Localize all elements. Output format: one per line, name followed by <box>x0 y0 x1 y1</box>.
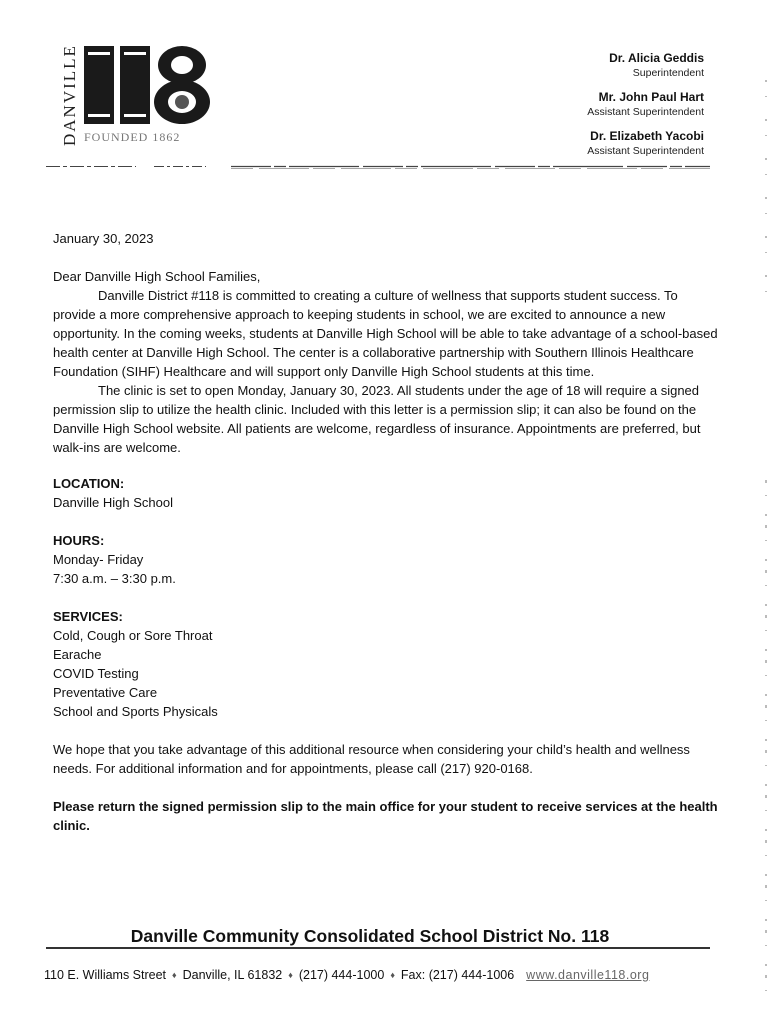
staff-assistant-superintendent-2 <box>587 129 704 157</box>
staff-title: Superintendent <box>632 67 704 79</box>
location-value: Danville High School <box>53 495 173 510</box>
district-logo <box>82 44 212 126</box>
staff-assistant-superintendent-1 <box>587 90 704 118</box>
staff-title: Assistant Superintendent <box>587 145 704 157</box>
staff-title: Assistant Superintendent <box>587 106 704 118</box>
letter-date: January 30, 2023 <box>53 231 154 246</box>
hours-label: HOURS: <box>53 533 105 548</box>
header-divider <box>46 165 710 170</box>
services-label: SERVICES: <box>53 609 123 624</box>
service-item: Preventative Care <box>53 685 158 700</box>
letter-paragraph-1: Danville District #118 is committed to creating a culture of wellness that supports student success. To provide a more comprehensive approach to keeping students in school, we are excited to announce a new opportunity. In the coming weeks, students at Danville High School will be able to take advantage of a school-based health center at Danville High School. The center is a collaborative partnership with Southern Illinois Healthcare Foundation (SIHF) Healthcare and will support only Danville High School students at this time. <box>53 288 718 379</box>
staff-name: Dr. Alicia Geddis <box>609 51 704 65</box>
letter-salutation: Dear Danville High School Families, <box>53 269 261 284</box>
logo-founded-text: FOUNDED 1862 <box>84 130 181 144</box>
staff-superintendent <box>609 51 704 79</box>
separator-dot-icon: ♦ <box>172 970 177 980</box>
footer-city: Danville, IL 61832 <box>182 968 283 982</box>
footer-district-name: Danville Community Consolidated School District No. 118 <box>130 926 610 946</box>
footer-fax: Fax: (217) 444-1006 <box>400 968 515 982</box>
separator-dot-icon: ♦ <box>390 970 395 980</box>
location-label: LOCATION: <box>53 476 125 491</box>
letter-closing: We hope that you take advantage of this additional resource when considering your child’s health and wellness needs. For additional information and for appointments, please call (217) 920-0168. <box>53 742 690 776</box>
footer-street: 110 E. Williams Street <box>44 968 167 982</box>
svg-text:DANVILLE: DANVILLE <box>60 44 79 146</box>
hours-days: Monday- Friday <box>53 552 144 567</box>
scan-edge-marks <box>763 80 769 1000</box>
staff-name: Dr. Elizabeth Yacobi <box>590 129 704 143</box>
footer-divider <box>46 947 710 949</box>
service-item: COVID Testing <box>53 666 139 681</box>
permission-slip-notice: Please return the signed permission slip to the main office for your student to receive services at the health clinic. <box>53 799 718 833</box>
service-item: Cold, Cough or Sore Throat <box>53 628 213 643</box>
letter-body <box>53 229 723 835</box>
footer-phone: (217) 444-1000 <box>298 968 385 982</box>
service-item: School and Sports Physicals <box>53 704 218 719</box>
separator-dot-icon: ♦ <box>288 970 293 980</box>
letter-paragraph-2: The clinic is set to open Monday, January 30, 2023. All students under the age of 18 will require a signed permission slip to utilize the health clinic. Included with this letter is a permission slip; it can also be found on the Danville High School website. All patients are welcome, regardless of insurance. Appointments are preferred, but walk-ins are welcome. <box>53 383 701 455</box>
district-logo-city-text <box>58 42 80 146</box>
footer-website-link[interactable]: www.danville118.org <box>526 968 650 982</box>
hours-time: 7:30 a.m. – 3:30 p.m. <box>53 571 176 586</box>
staff-name: Mr. John Paul Hart <box>598 90 704 104</box>
service-item: Earache <box>53 647 102 662</box>
footer-contact-line <box>44 968 649 982</box>
